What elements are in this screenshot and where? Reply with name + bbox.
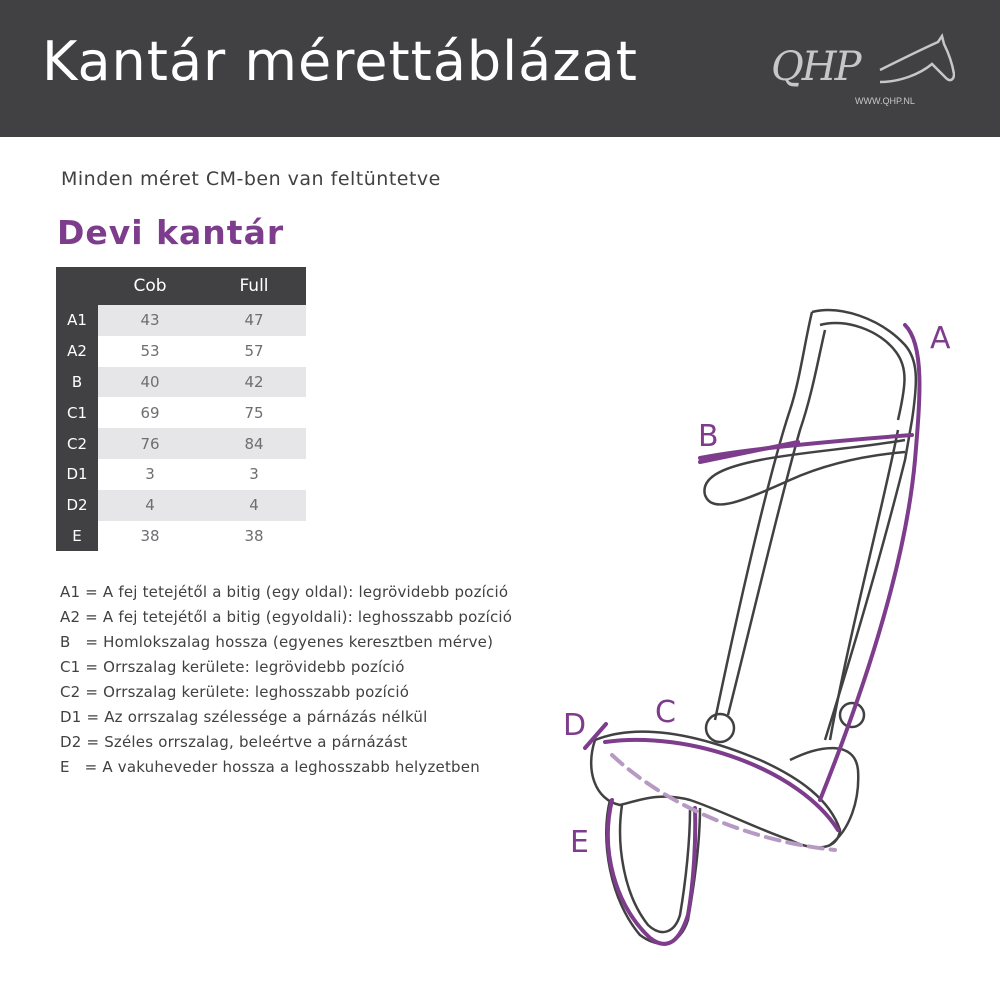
table-row bbox=[56, 459, 306, 490]
table-row bbox=[56, 428, 306, 459]
cheekpiece-left-inner bbox=[728, 330, 825, 715]
size-table bbox=[56, 267, 306, 551]
horse-head-icon bbox=[860, 30, 955, 100]
row-label: C1 bbox=[56, 397, 98, 428]
full-value: 57 bbox=[202, 336, 306, 367]
full-value: 42 bbox=[202, 367, 306, 398]
column-header-cob: Cob bbox=[98, 267, 202, 305]
logo-url: WWW.QHP.NL bbox=[855, 96, 915, 106]
measure-line-c-dashed bbox=[612, 755, 835, 850]
row-label: E bbox=[56, 521, 98, 552]
browband-outline bbox=[704, 440, 905, 504]
full-value: 84 bbox=[202, 428, 306, 459]
row-label: A1 bbox=[56, 305, 98, 336]
full-value: 38 bbox=[202, 521, 306, 552]
row-label: B bbox=[56, 367, 98, 398]
row-label: D2 bbox=[56, 490, 98, 521]
qhp-logo bbox=[765, 30, 955, 110]
label-b: B bbox=[698, 419, 719, 454]
cob-value: 53 bbox=[98, 336, 202, 367]
measure-line-a bbox=[820, 325, 919, 800]
column-header-full: Full bbox=[202, 267, 306, 305]
table-row bbox=[56, 336, 306, 367]
table-row bbox=[56, 305, 306, 336]
legend-item: D1 = Az orrszalag szélessége a párnázás nélkül bbox=[60, 708, 428, 726]
cob-value: 38 bbox=[98, 521, 202, 552]
table-header-row bbox=[56, 267, 306, 305]
legend-item: B = Homlokszalag hossza (egyenes keresztben mérve) bbox=[60, 633, 494, 651]
full-value: 47 bbox=[202, 305, 306, 336]
full-value: 75 bbox=[202, 397, 306, 428]
table-row bbox=[56, 367, 306, 398]
legend-item: A1 = A fej tetejétől a bitig (egy oldal): legrövidebb pozíció bbox=[60, 583, 509, 601]
label-e: E bbox=[570, 825, 589, 860]
legend-item: A2 = A fej tetejétől a bitig (egyoldali): leghosszabb pozíció bbox=[60, 608, 513, 626]
table-row bbox=[56, 490, 306, 521]
legend-item: C1 = Orrszalag kerülete: legrövidebb pozíció bbox=[60, 658, 405, 676]
row-label: C2 bbox=[56, 428, 98, 459]
cheekpiece-left bbox=[715, 312, 812, 720]
full-value: 4 bbox=[202, 490, 306, 521]
cob-value: 3 bbox=[98, 459, 202, 490]
noseband-right bbox=[790, 748, 858, 845]
bridle-diagram bbox=[540, 290, 1000, 970]
row-label: D1 bbox=[56, 459, 98, 490]
table-corner bbox=[56, 267, 98, 305]
legend-item: D2 = Széles orrszalag, beleértve a párnázást bbox=[60, 733, 408, 751]
header-bar bbox=[0, 0, 1000, 137]
cob-value: 76 bbox=[98, 428, 202, 459]
table-row bbox=[56, 397, 306, 428]
logo-text: QHP bbox=[771, 44, 860, 90]
cob-value: 69 bbox=[98, 397, 202, 428]
cheekpiece-right bbox=[830, 430, 898, 740]
bit-ring-left bbox=[706, 714, 734, 742]
full-value: 3 bbox=[202, 459, 306, 490]
row-label: A2 bbox=[56, 336, 98, 367]
label-a: A bbox=[930, 321, 951, 356]
noseband-outline bbox=[591, 732, 840, 848]
page-title: Kantár mérettáblázat bbox=[42, 30, 638, 93]
measurement-legend bbox=[60, 580, 512, 780]
crownpiece-inner bbox=[820, 323, 905, 420]
cob-value: 4 bbox=[98, 490, 202, 521]
label-d: D bbox=[563, 708, 587, 743]
model-title: Devi kantár bbox=[57, 213, 285, 252]
unit-note: Minden méret CM-ben van feltüntetve bbox=[61, 168, 441, 190]
cob-value: 43 bbox=[98, 305, 202, 336]
legend-item: C2 = Orrszalag kerülete: leghosszabb pozíció bbox=[60, 683, 410, 701]
label-c: C bbox=[655, 695, 676, 730]
cob-value: 40 bbox=[98, 367, 202, 398]
table-row bbox=[56, 521, 306, 552]
legend-item: E = A vakuheveder hossza a leghosszabb helyzetben bbox=[60, 758, 480, 776]
